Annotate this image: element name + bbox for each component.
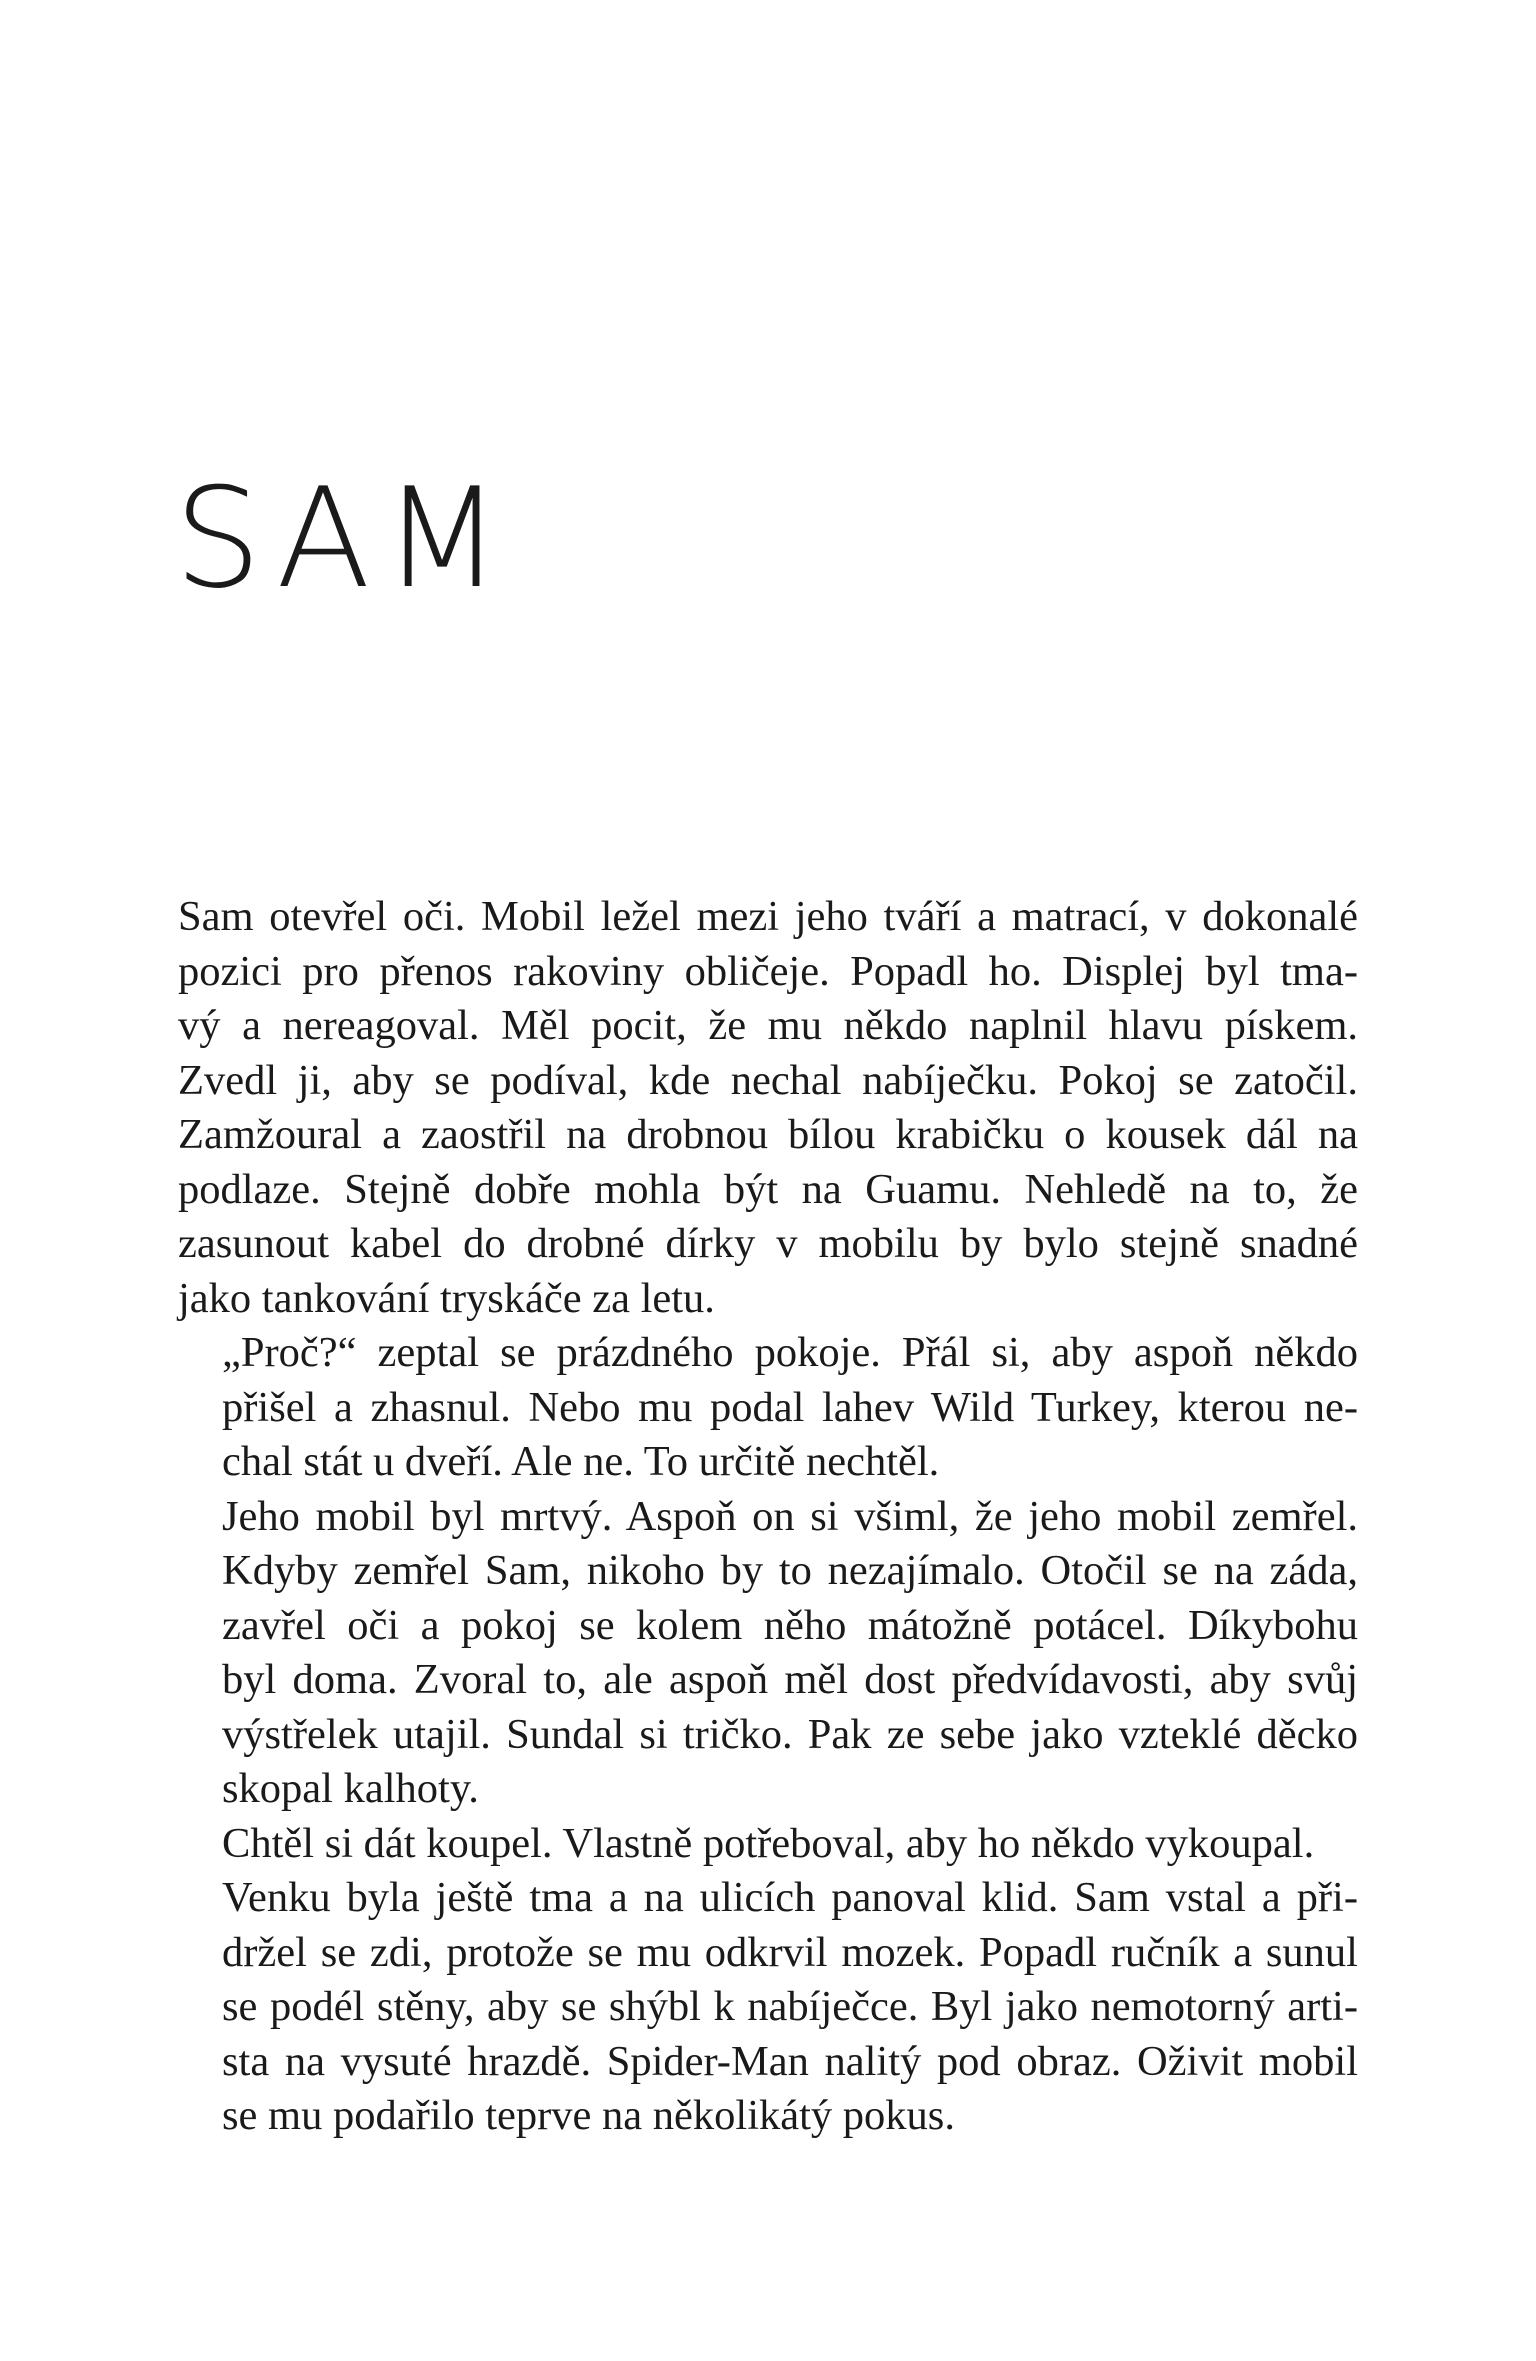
text-line: se mu podařilo teprve na několikátý pokus. xyxy=(222,2092,955,2139)
text-line: se podél stěny, aby se shýbl k nabíječce. Byl jako nemotorný arti- xyxy=(222,1983,1358,2030)
text-line: Venku byla ještě tma a na ulicích panoval klid. Sam vstal a při- xyxy=(222,1874,1358,1921)
text-line: jako tankování tryskáče za letu. xyxy=(178,1274,715,1322)
text-line: Jeho mobil byl mrtvý. Aspoň on si všiml, že jeho mobil zemřel. xyxy=(222,1492,1358,1540)
text-line: sta na vysuté hrazdě. Spider-Man nalitý pod obraz. Oživit mobil xyxy=(222,2037,1358,2085)
paragraph-3 xyxy=(178,1490,1358,1817)
text-line: Zamžoural a zaostřil na drobnou bílou krabičku o kousek dál na xyxy=(178,1111,1358,1158)
text-line: zavřel oči a pokoj se kolem něho mátožně potácel. Díkybohu xyxy=(222,1601,1358,1649)
text-line: podlaze. Stejně dobře mohla být na Guamu. Nehledě na to, že xyxy=(178,1165,1358,1213)
text-line: „Proč?“ zeptal se prázdného pokoje. Přál si, aby aspoň někdo xyxy=(222,1329,1358,1376)
text-line: Chtěl si dát koupel. Vlastně potřeboval, aby ho někdo vykoupal. xyxy=(222,1819,1315,1867)
chapter-body xyxy=(178,890,1358,2144)
chapter-title: SAM xyxy=(174,458,514,619)
text-line: Zvedl ji, aby se podíval, kde nechal nabíječku. Pokoj se zatočil. xyxy=(178,1056,1358,1104)
text-line: pozici pro přenos rakoviny obličeje. Popadl ho. Displej byl tma- xyxy=(178,947,1358,995)
paragraph-4 xyxy=(178,1817,1358,1872)
text-line: byl doma. Zvoral to, ale aspoň měl dost předvídavosti, aby svůj xyxy=(222,1656,1358,1703)
text-line: přišel a zhasnul. Nebo mu podal lahev Wild Turkey, kterou ne- xyxy=(222,1383,1358,1431)
paragraph-5 xyxy=(178,1871,1358,2144)
text-line: Sam otevřel oči. Mobil ležel mezi jeho tváří a matrací, v dokonalé xyxy=(178,893,1358,940)
text-line: držel se zdi, protože se mu odkrvil mozek. Popadl ručník a sunul xyxy=(222,1928,1358,1976)
text-line: zasunout kabel do drobné dírky v mobilu by bylo stejně snadné xyxy=(178,1220,1358,1267)
text-line: chal stát u dveří. Ale ne. To určitě nechtěl. xyxy=(222,1438,940,1485)
paragraph-1 xyxy=(178,890,1358,1326)
paragraph-2 xyxy=(178,1326,1358,1490)
text-line: skopal kalhoty. xyxy=(222,1765,479,1812)
text-line: vý a nereagoval. Měl pocit, že mu někdo naplnil hlavu pískem. xyxy=(178,1002,1358,1049)
text-line: výstřelek utajil. Sundal si tričko. Pak ze sebe jako vzteklé děcko xyxy=(222,1710,1358,1758)
text-line: Kdyby zemřel Sam, nikoho by to nezajímalo. Otočil se na záda, xyxy=(222,1547,1358,1594)
